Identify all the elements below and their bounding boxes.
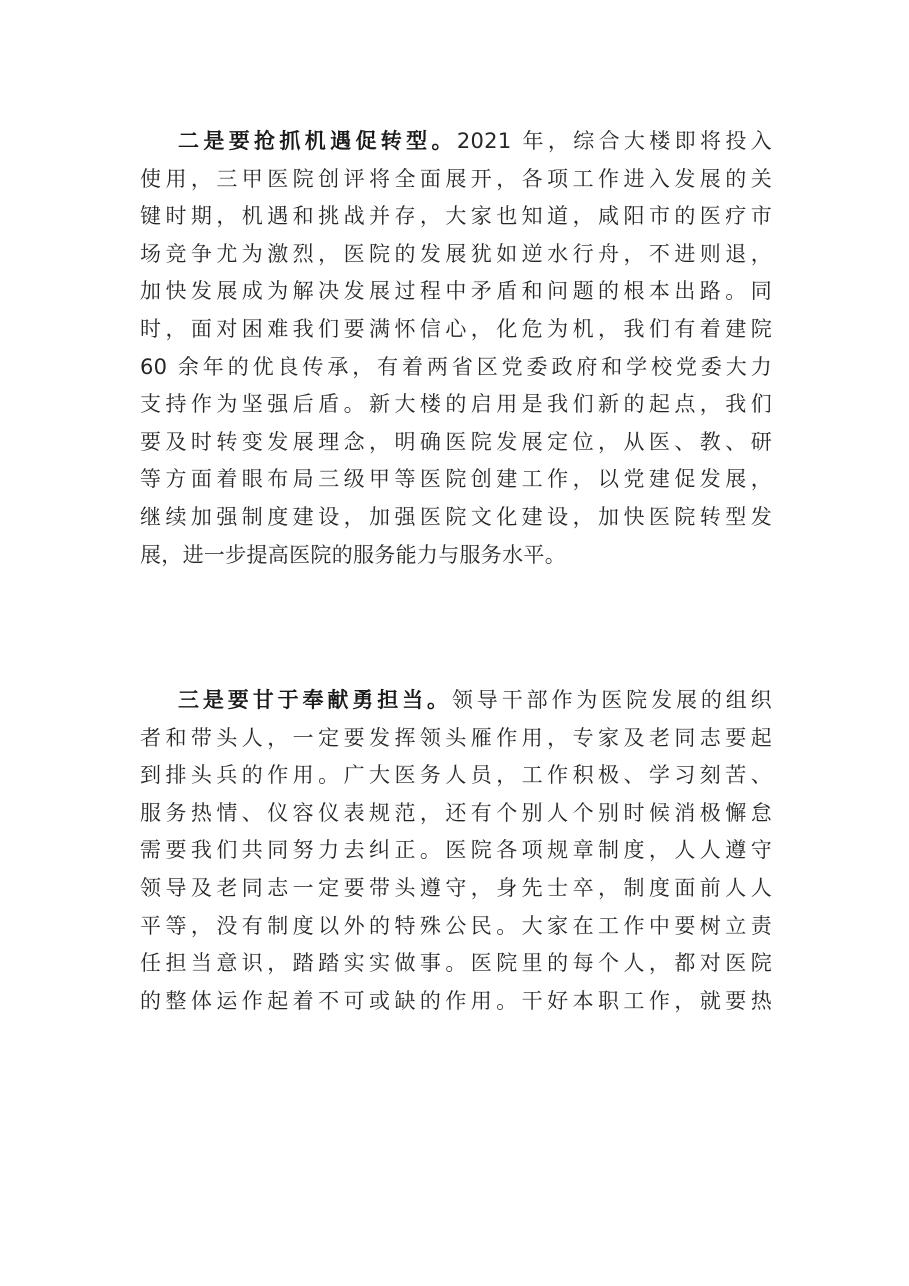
paragraph-line: 需要我们共同努力去纠正。医院各项规章制度，人人遵守 [140, 838, 772, 863]
paragraph-line: 使用，三甲医院创评将全面展开，各项工作进入发展的关 [140, 166, 772, 191]
paragraph-line: 场竞争尤为激烈，医院的发展犹如逆水行舟，不进则退， [140, 241, 772, 266]
paragraph-line: 服务热情、仪容仪表规范，还有个别人个别时候消极懈怠 [140, 800, 772, 825]
paragraph-line: 展，进一步提高医院的服务能力与服务水平。 [140, 542, 566, 567]
paragraph-line: 加快发展成为解决发展过程中矛盾和问题的根本出路。同 [140, 279, 772, 304]
paragraph-line-text: 2021 年，综合大楼即将投入 [456, 129, 772, 153]
paragraph-line [140, 682, 772, 720]
paragraph-line: 继续加强制度建设，加强医院文化建设，加快医院转型发 [140, 504, 772, 529]
paragraph-line: 领导及老同志一定要带头遵守，身先士卒，制度面前人人 [140, 875, 772, 900]
paragraph-lead-heading: 二是要抢抓机遇促转型。 [178, 129, 457, 153]
paragraph-line: 时，面对困难我们要满怀信心，化危为机，我们有着建院 [140, 316, 772, 341]
paragraph-line: 平等，没有制度以外的特殊公民。大家在工作中要树立责 [140, 913, 772, 938]
paragraph-line: 到排头兵的作用。广大医务人员，工作积极、学习刻苦、 [140, 763, 772, 788]
paragraph-line: 者和带头人，一定要发挥领头雁作用，专家及老同志要起 [140, 725, 772, 750]
paragraph-line [140, 123, 772, 161]
paragraph-transformation [140, 123, 772, 574]
paragraph-line: 要及时转变发展理念，明确医院发展定位，从医、教、研 [140, 429, 772, 454]
paragraph-line: 等方面着眼布局三级甲等医院创建工作，以党建促发展， [140, 467, 772, 492]
paragraph-dedication [140, 682, 772, 1020]
paragraph-lead-heading: 三是要甘于奉献勇担当。 [178, 688, 452, 712]
paragraph-line-text: 领导干部作为医院发展的组织 [451, 688, 772, 712]
paragraph-line: 键时期，机遇和挑战并存，大家也知道，咸阳市的医疗市 [140, 204, 772, 229]
paragraph-line: 支持作为坚强后盾。新大楼的启用是我们新的起点，我们 [140, 392, 772, 417]
paragraph-line: 的整体运作起着不可或缺的作用。干好本职工作，就要热 [140, 988, 772, 1013]
paragraph-line: 60 余年的优良传承，有着两省区党委政府和学校党委大力 [140, 354, 772, 379]
paragraph-line: 任担当意识，踏踏实实做事。医院里的每个人，都对医院 [140, 951, 772, 976]
